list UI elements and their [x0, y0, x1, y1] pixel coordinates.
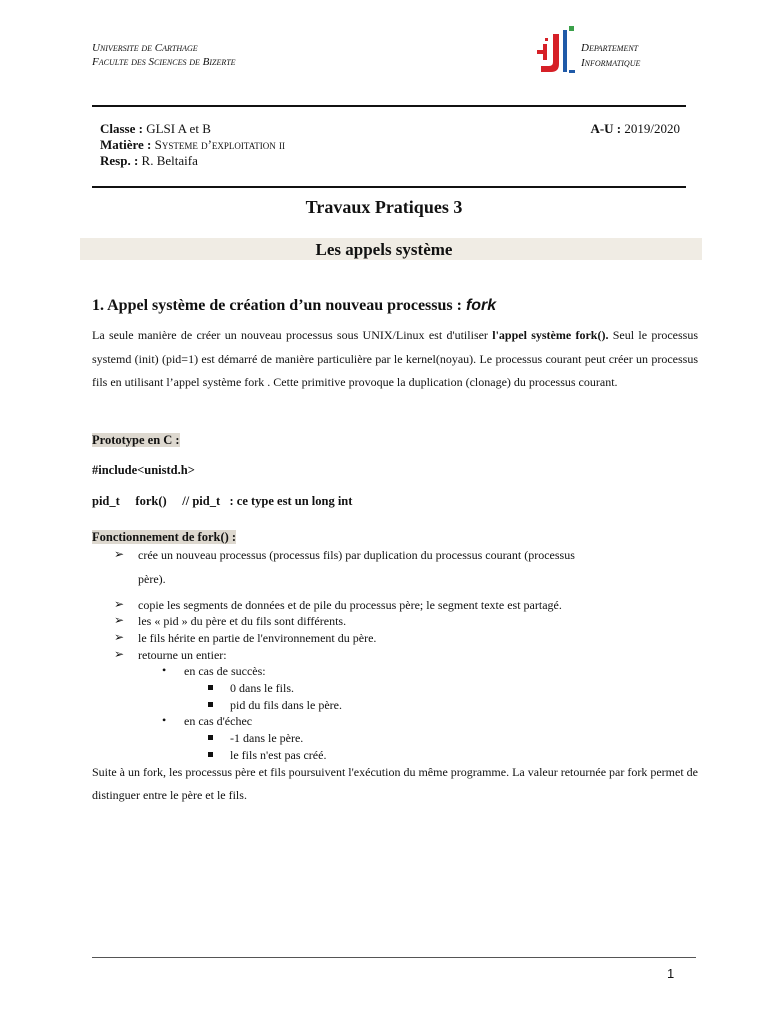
document-title: Travaux Pratiques 3: [305, 197, 463, 217]
sub-sub-list-item: le fils n'est pas créé.: [230, 748, 327, 762]
info-divider: [92, 186, 686, 188]
department-header: [581, 41, 640, 71]
academic-year-value: 2019/2020: [621, 121, 680, 136]
department-logo-icon: [533, 26, 581, 78]
document-subtitle: Les appels système: [315, 240, 453, 259]
round-bullet-icon: •: [162, 663, 167, 677]
list-item: retourne un entier:: [138, 648, 227, 662]
department-name: Informatique: [581, 57, 641, 69]
intro-bold-text: l'appel système fork().: [492, 328, 609, 342]
sub-sub-list-item: 0 dans le fils.: [230, 681, 294, 695]
closing-paragraph: Suite à un fork, les processus père et fils poursuivent l'exécution du même programme. La valeur retournée par fork permet de distinguer entre le père et le fils.: [92, 765, 698, 802]
intro-text-continued: Seul le processus systemd (init) (pid=1) est démarré de manière particulière par le kernel(noyau). Le processus courant peut créer un processus fils en utilisant l’appel système fork . Cette primitive provoque la duplication (clonage) du processus courant.: [92, 328, 698, 389]
list-item: les « pid » du père et du fils sont différents.: [138, 614, 347, 628]
prototype-line: pid_t fork() // pid_t : ce type est un long int: [92, 494, 353, 508]
footer-divider: [92, 957, 696, 958]
round-bullet-icon: •: [162, 713, 167, 727]
sub-sub-list-item: pid du fils dans le père.: [230, 698, 342, 712]
section-heading-text: 1. Appel système de création d’un nouveau processus :: [92, 297, 466, 314]
resp-value: R. Beltaifa: [138, 153, 198, 168]
include-line: #include<unistd.h>: [92, 463, 195, 477]
course-info: [100, 121, 680, 169]
faculty-name: Faculte des Sciences de Bizerte: [92, 56, 236, 68]
department-label: Departement: [581, 42, 639, 54]
list-item: copie les segments de données et de pile du processus père; le segment texte est partagé.: [138, 598, 562, 612]
list-item: le fils hérite en partie de l'environnement du père.: [138, 631, 377, 645]
classe-value: GLSI A et B: [142, 121, 211, 136]
matiere-value: Systeme d’exploitation ii: [151, 137, 285, 152]
academic-year-label: A-U :: [590, 121, 622, 136]
classe-label: Classe :: [100, 121, 143, 136]
prototype-label: Prototype en C :: [92, 433, 180, 447]
arrow-bullet-icon: ➢: [114, 547, 125, 561]
arrow-bullet-icon: ➢: [114, 647, 125, 661]
square-bullet-icon: [208, 685, 213, 690]
university-header: [92, 41, 236, 69]
square-bullet-icon: [208, 735, 213, 740]
header-divider: [92, 105, 686, 107]
arrow-bullet-icon: ➢: [114, 630, 125, 644]
arrow-bullet-icon: ➢: [114, 597, 125, 611]
square-bullet-icon: [208, 702, 213, 707]
square-bullet-icon: [208, 752, 213, 757]
intro-paragraph: [92, 324, 698, 395]
list-item-continued: père).: [138, 572, 166, 586]
sub-sub-list-item: -1 dans le père.: [230, 731, 304, 745]
fonctionnement-label: Fonctionnement de fork() :: [92, 530, 237, 544]
intro-text: La seule manière de créer un nouveau processus sous UNIX/Linux est d'utiliser: [92, 328, 493, 342]
list-item: crée un nouveau processus (processus fils) par duplication du processus courant (processus: [138, 548, 575, 562]
page-number: 1: [667, 966, 675, 981]
arrow-bullet-icon: ➢: [114, 613, 125, 627]
section-heading-fork: fork: [465, 297, 497, 314]
university-name: Universite de Carthage: [92, 42, 198, 54]
section-heading: [92, 297, 496, 315]
sub-list-item: en cas d'échec: [184, 714, 253, 728]
matiere-label: Matière :: [100, 137, 152, 152]
sub-list-item: en cas de succès:: [184, 664, 266, 678]
resp-label: Resp. :: [100, 153, 139, 168]
